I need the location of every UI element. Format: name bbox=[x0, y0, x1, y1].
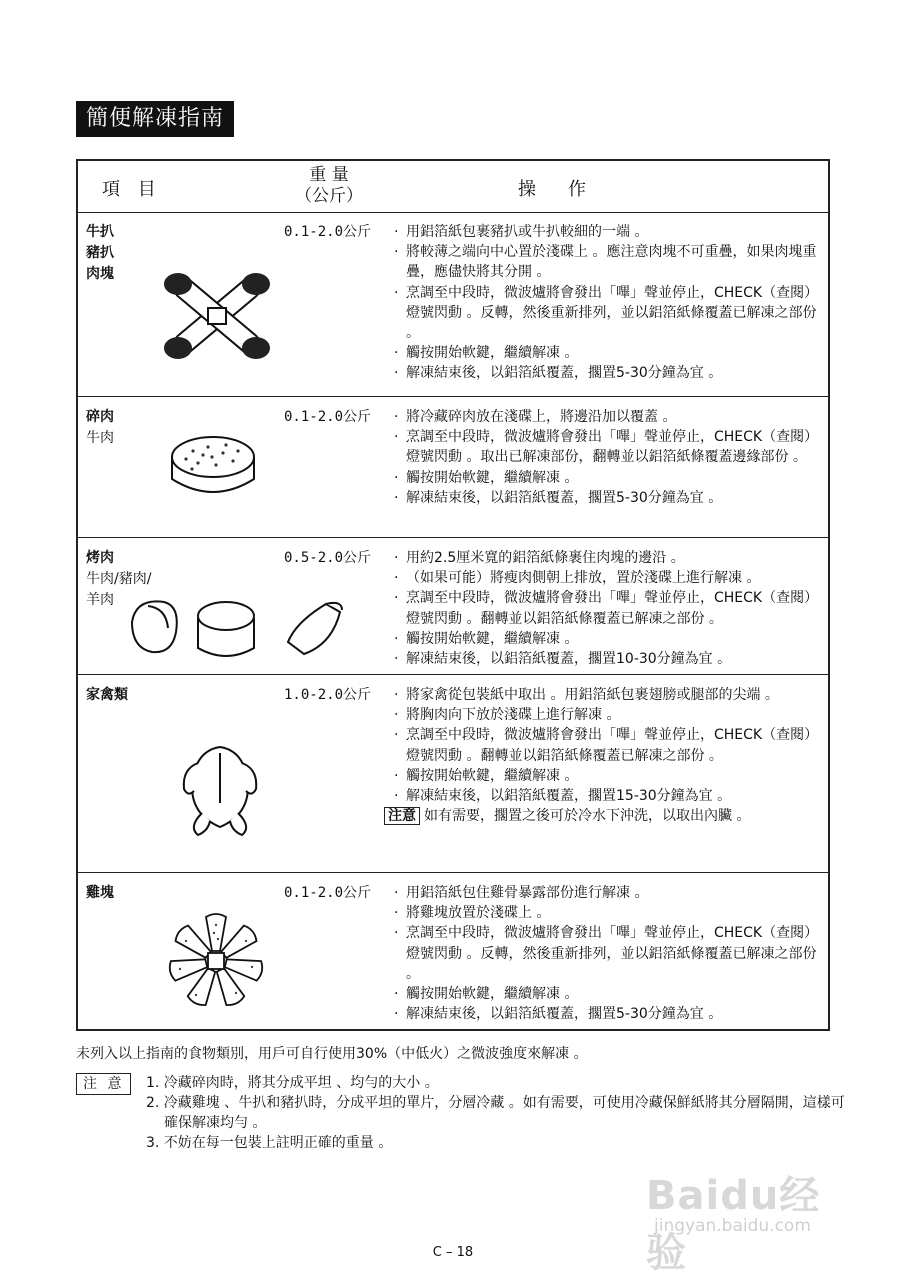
operation-steps: · 將家禽從包裝紙中取出 。用鋁箔紙包裹翅膀或腿部的尖端 。 · 將胸肉向下放於淺碟上進行解凍 。 · 烹調至中段時，微波爐將會發出「嗶」聲並停止，CHECK（查閱）燈號閃動 。翻轉並以鋁箔紙條覆蓋已解凍之部份 。 · 觸按開始軟鍵，繼續解凍 。 · 解凍結束後，以鋁箔紙覆蓋，擱置15-30分鐘為宜 。 注意 如有需要，擱置之後可於冷水下沖洗，以取出內臟 。 bbox=[390, 685, 830, 826]
notes-label: 注 意 bbox=[76, 1073, 131, 1095]
operation-steps: · 用鋁箔紙包裹豬扒或牛扒較細的一端 。 · 將較薄之端向中心置於淺碟上 。應注意肉塊不可重疊，如果肉塊重疊，應儘快將其分開 。 · 烹調至中段時，微波爐將會發出「嗶」聲並停止，CHECK（查閱）燈號閃動 。反轉，然後重新排列，並以鋁箔紙條覆蓋已解凍之部份 。 · 觸按開始軟鍵，繼續解凍 。 · 解凍結束後，以鋁箔紙覆蓋，擱置5-30分鐘為宜 。 bbox=[390, 222, 830, 384]
header-item: 項 目 bbox=[102, 179, 162, 200]
watermark-url: jingyan.baidu.com bbox=[654, 1216, 811, 1236]
footnote: 未列入以上指南的食物類別，用戶可自行使用30%（中低火）之微波強度來解凍 。 bbox=[76, 1046, 588, 1062]
table-row-roast bbox=[78, 538, 828, 675]
header-weight: 重 量 （公斤） bbox=[295, 165, 363, 206]
watermark bbox=[640, 1150, 860, 1276]
item-weight: 0.1-2.0公斤 bbox=[284, 885, 372, 901]
note-label: 注意 bbox=[384, 807, 420, 825]
page-title: 簡便解凍指南 bbox=[76, 101, 234, 137]
roast-illustration bbox=[126, 592, 358, 668]
item-weight: 0.5-2.0公斤 bbox=[284, 550, 372, 566]
operation-steps: · 用約2.5厘米寬的鋁箔紙條裹住肉塊的邊沿 。 · （如果可能）將瘦肉側朝上排放，置於淺碟上進行解凍 。 · 烹調至中段時，微波爐將會發出「嗶」聲並停止，CHECK（查閱）燈號閃動 。翻轉並以鋁箔紙條覆蓋已解凍之部份 。 · 觸按開始軟鍵，繼續解凍 。 · 解凍結束後，以鋁箔紙覆蓋，擱置10-30分鐘為宜 。 bbox=[390, 548, 830, 669]
minced-meat-illustration bbox=[168, 435, 258, 501]
item-name: 牛扒 豬扒 肉塊 bbox=[86, 224, 114, 282]
note-item: 2. 冷藏雞塊 、牛扒和豬扒時，分成平坦的單片，分層冷藏 。如有需要，可使用冷藏保鮮紙將其分層隔開，這樣可確保解凍均勻 。 bbox=[146, 1095, 845, 1131]
item-name: 家禽類 bbox=[86, 687, 128, 703]
notes-section bbox=[76, 1073, 846, 1153]
operation-steps: · 將冷藏碎肉放在淺碟上，將邊沿加以覆蓋 。 · 烹調至中段時，微波爐將會發出「嗶」聲並停止，CHECK（查閱）燈號閃動 。取出已解凍部份，翻轉並以鋁箔紙條覆蓋邊緣部份 。 · 觸按開始軟鍵，繼續解凍 。 · 解凍結束後，以鋁箔紙覆蓋，擱置5-30分鐘為宜 。 bbox=[390, 407, 830, 508]
steak-illustration bbox=[162, 266, 272, 366]
table-row-minced-meat bbox=[78, 397, 828, 538]
table-row-chicken-pieces bbox=[78, 873, 828, 1031]
table-row-steak bbox=[78, 212, 828, 397]
note-item: 3. 不妨在每一包裝上註明正確的重量 。 bbox=[146, 1135, 393, 1151]
table-row-poultry bbox=[78, 675, 828, 873]
operation-steps: · 用鋁箔紙包住雞骨暴露部份進行解凍 。 · 將雞塊放置於淺碟上 。 · 烹調至中段時，微波爐將會發出「嗶」聲並停止，CHECK（查閱）燈號閃動 。反轉，然後重新排列，並以鋁箔紙條覆蓋已解凍之部份 。 · 觸按開始軟鍵，繼續解凍 。 · 解凍結束後，以鋁箔紙覆蓋，擱置5-30分鐘為宜 。 bbox=[390, 883, 830, 1024]
item-weight: 0.1-2.0公斤 bbox=[284, 224, 372, 240]
header-operation: 操 作 bbox=[518, 179, 586, 200]
item-name: 烤肉 牛肉/豬肉/ 羊肉 bbox=[86, 550, 152, 608]
poultry-note: 注意 如有需要，擱置之後可於冷水下沖洗，以取出內臟 。 bbox=[384, 806, 830, 826]
table-header bbox=[78, 161, 828, 213]
watermark-logo: Baidu经验 bbox=[646, 1173, 821, 1276]
page-number: C – 18 bbox=[432, 1245, 474, 1260]
item-name: 雞塊 bbox=[86, 885, 114, 901]
item-weight: 1.0-2.0公斤 bbox=[284, 687, 372, 703]
note-item: 1. 冷藏碎肉時，將其分成平坦 、均勻的大小 。 bbox=[146, 1075, 439, 1091]
chicken-pieces-illustration bbox=[166, 911, 266, 1011]
item-name: 碎肉 牛肉 bbox=[86, 409, 114, 446]
defrost-table bbox=[76, 159, 830, 1031]
poultry-illustration bbox=[178, 743, 262, 839]
item-weight: 0.1-2.0公斤 bbox=[284, 409, 372, 425]
